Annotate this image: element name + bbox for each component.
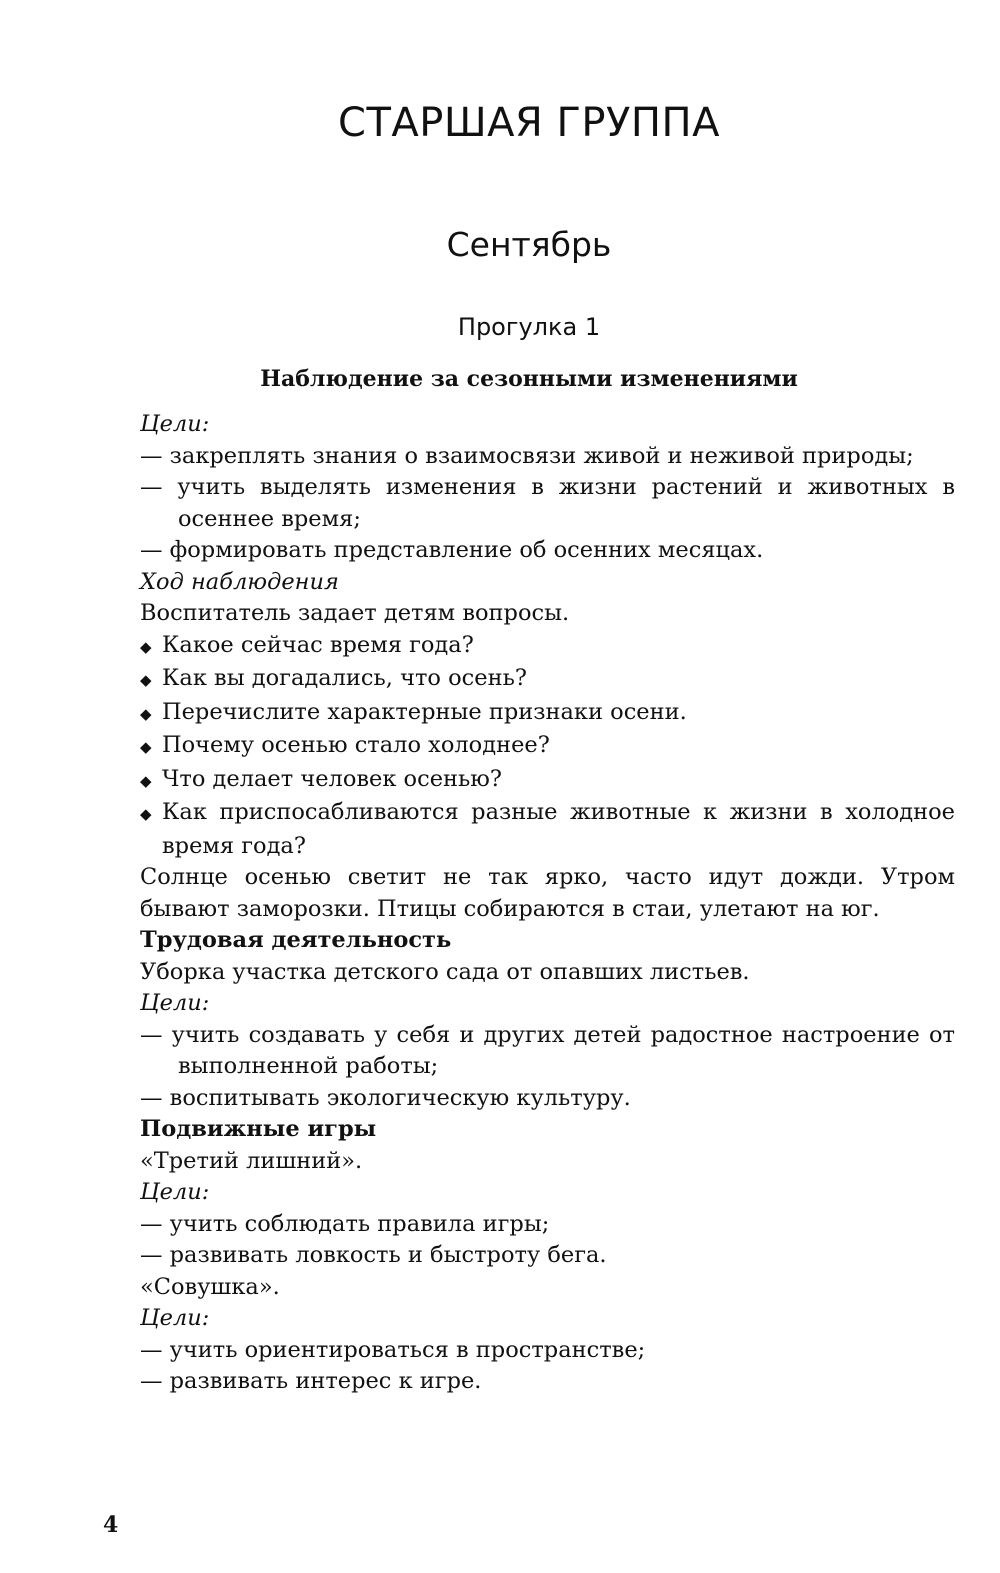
game-goals-label: Цели:	[140, 1305, 210, 1331]
question-text: Какое сейчас время года?	[162, 631, 474, 658]
observation-intro: Воспитатель задает детям вопросы.	[140, 600, 570, 626]
question-text: Как приспосабливаются разные животные к жизни в холодное время года?	[162, 799, 955, 859]
walk-title: Прогулка 1	[457, 313, 601, 341]
observation-course-label: Ход наблюдения	[140, 568, 339, 595]
section-title: СТАРШАЯ ГРУППА	[338, 100, 720, 146]
question-text: Почему осенью стало холоднее?	[162, 732, 550, 758]
question-item	[140, 663, 955, 697]
games-title: Подвижные игры	[140, 1116, 377, 1142]
labor-goals-label: Цели:	[140, 990, 210, 1016]
question-text: Что делает человек осенью?	[162, 765, 502, 792]
diamond-bullet-icon: ◆	[140, 805, 152, 823]
labor-goal-item: — воспитывать экологическую культуру.	[140, 1084, 631, 1111]
observation-goals-label: Цели:	[140, 411, 210, 437]
page-number: 4	[103, 1512, 119, 1538]
question-item	[140, 697, 955, 731]
diamond-bullet-icon: ◆	[140, 637, 152, 656]
question-item	[140, 730, 955, 764]
labor-goal-item: — учить создавать у себя и других детей радостное настроение от выполненной работы;	[140, 1021, 955, 1079]
question-item	[140, 764, 955, 798]
observation-title: Наблюдение за сезонными изменениями	[260, 366, 798, 392]
game-goals-label: Цели:	[140, 1179, 210, 1205]
observation-summary: Солнце осенью светит не так ярко, часто идут дожди. Утром бывают заморозки. Птицы собираются в стаи, улетают на юг.	[140, 864, 955, 922]
question-text: Как вы догадались, что осень?	[162, 665, 527, 691]
game-name: «Совушка».	[140, 1273, 280, 1300]
page-body	[140, 409, 955, 1398]
observation-goal-item: — формировать представление об осенних месяцах.	[140, 537, 764, 563]
labor-title: Трудовая деятельность	[140, 927, 452, 953]
game-goal-item: — развивать ловкость и быстроту бега.	[140, 1242, 607, 1268]
question-text: Перечислите характерные признаки осени.	[162, 698, 687, 725]
game-goal-item: — учить соблюдать правила игры;	[140, 1210, 550, 1237]
game-name: «Третий лишний».	[140, 1147, 363, 1174]
diamond-bullet-icon: ◆	[140, 771, 152, 790]
observation-goal-item: — закреплять знания о взаимосвязи живой и неживой природы;	[140, 442, 914, 469]
observation-goal-item: — учить выделять изменения в жизни растений и животных в осеннее время;	[140, 474, 955, 532]
month-title: Сентябрь	[446, 225, 612, 264]
game-goal-item: — развивать интерес к игре.	[140, 1368, 482, 1394]
question-item	[140, 797, 955, 862]
diamond-bullet-icon: ◆	[140, 671, 152, 689]
diamond-bullet-icon: ◆	[140, 738, 152, 756]
diamond-bullet-icon: ◆	[140, 704, 152, 723]
question-item	[140, 630, 955, 664]
labor-task: Уборка участка детского сада от опавших листьев.	[140, 958, 750, 985]
game-goal-item: — учить ориентироваться в пространстве;	[140, 1336, 646, 1363]
